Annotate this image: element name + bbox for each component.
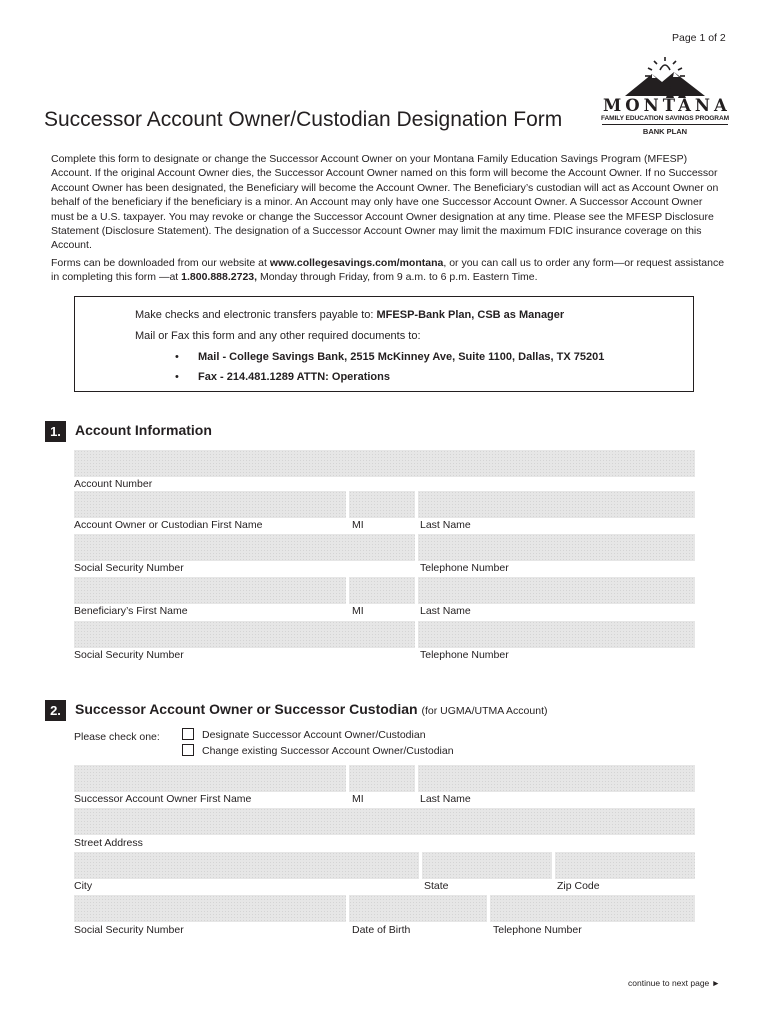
mail-address: Mail - College Savings Bank, 2515 McKinney Ave, Suite 1100, Dallas, TX 75201 bbox=[198, 351, 605, 363]
dob-input[interactable] bbox=[349, 895, 487, 922]
change-checkbox[interactable] bbox=[182, 744, 194, 756]
intro-paragraph: Complete this form to designate or change the Successor Account Owner on your Montana Family Education Savings Program (MFESP) Account. If the original Account Owner dies, the Successor Account Owner named on this form will become the Account Owner. If no Successor Account Owner has been designated, the Beneficiary will become the Account Owner. The Beneficiary’s custodian will act as Account Owner on behalf of the beneficiary if the beneficiary is a minor. An Account may only have one Successor Account Owner. A Successor Account Owner must be a U.S. taxpayer. You may revoke or change the Successor Account Owner designation at any time. Please see the MFESP Disclosure Statement (Disclosure Statement). The designation of a Successor Account Owner may limit the maximum FDIC insurance coverage on this Account. bbox=[51, 153, 719, 252]
logo-subtitle: FAMILY EDUCATION SAVINGS PROGRAM bbox=[600, 115, 730, 122]
phone-number: 1.800.888.2723, bbox=[181, 271, 258, 284]
successor-first-name-label: Successor Account Owner First Name bbox=[74, 793, 252, 805]
account-number-input[interactable] bbox=[74, 450, 695, 477]
city-input[interactable] bbox=[74, 852, 419, 879]
section-2-title-text: Successor Account Owner or Successor Custodian bbox=[75, 701, 418, 717]
continue-next-page: continue to next page ► bbox=[628, 978, 721, 988]
contact-text: Forms can be downloaded from our website at bbox=[51, 256, 270, 269]
designate-option-label: Designate Successor Account Owner/Custodian bbox=[202, 729, 426, 741]
successor-phone-input[interactable] bbox=[490, 895, 695, 922]
state-input[interactable] bbox=[422, 852, 552, 879]
street-address-label: Street Address bbox=[74, 837, 143, 849]
beneficiary-mi-label: MI bbox=[352, 605, 364, 617]
checks-payee: MFESP-Bank Plan, CSB as Manager bbox=[376, 309, 565, 321]
owner-first-name-input[interactable] bbox=[74, 491, 346, 518]
beneficiary-last-name-label: Last Name bbox=[420, 605, 471, 617]
dob-label: Date of Birth bbox=[352, 924, 411, 936]
successor-first-name-input[interactable] bbox=[74, 765, 346, 792]
owner-ssn-input[interactable] bbox=[74, 534, 415, 561]
owner-mi-label: MI bbox=[352, 519, 364, 531]
payment-instructions-box bbox=[74, 296, 694, 392]
check-prompt: Please check one: bbox=[74, 731, 160, 743]
beneficiary-phone-label: Telephone Number bbox=[420, 649, 509, 661]
designate-checkbox[interactable] bbox=[182, 728, 194, 740]
checks-payable-line bbox=[135, 309, 564, 321]
successor-ssn-input[interactable] bbox=[74, 895, 346, 922]
beneficiary-first-name-label: Beneficiary’s First Name bbox=[74, 605, 188, 617]
section-2-number: 2. bbox=[45, 700, 66, 721]
logo-divider bbox=[602, 124, 728, 125]
website-link[interactable]: www.collegesavings.com/montana bbox=[269, 256, 444, 269]
bullet: • bbox=[175, 351, 179, 363]
owner-first-name-label: Account Owner or Custodian First Name bbox=[74, 519, 263, 531]
logo-plan: BANK PLAN bbox=[642, 127, 688, 136]
successor-last-name-label: Last Name bbox=[420, 793, 471, 805]
successor-phone-label: Telephone Number bbox=[493, 924, 582, 936]
account-number-label: Account Number bbox=[74, 478, 153, 490]
zip-input[interactable] bbox=[555, 852, 695, 879]
successor-last-name-input[interactable] bbox=[418, 765, 695, 792]
intro-contact-paragraph bbox=[51, 256, 726, 285]
bullet: • bbox=[175, 371, 179, 383]
owner-phone-input[interactable] bbox=[418, 534, 695, 561]
change-option-label: Change existing Successor Account Owner/Custodian bbox=[202, 745, 454, 757]
mail-fax-line: Mail or Fax this form and any other required documents to: bbox=[135, 330, 421, 342]
beneficiary-phone-input[interactable] bbox=[418, 621, 695, 648]
owner-last-name-input[interactable] bbox=[418, 491, 695, 518]
mountain-sun-icon bbox=[600, 56, 730, 101]
city-label: City bbox=[74, 880, 93, 892]
state-label: State bbox=[424, 880, 449, 892]
montana-logo bbox=[600, 56, 730, 144]
owner-mi-input[interactable] bbox=[349, 491, 415, 518]
intro-text bbox=[51, 152, 726, 285]
owner-phone-label: Telephone Number bbox=[420, 562, 509, 574]
owner-last-name-label: Last Name bbox=[420, 519, 471, 531]
page-number: Page 1 of 2 bbox=[672, 32, 726, 44]
section-1-title: Account Information bbox=[75, 422, 212, 438]
successor-mi-input[interactable] bbox=[349, 765, 415, 792]
owner-ssn-label: Social Security Number bbox=[74, 562, 184, 574]
beneficiary-ssn-input[interactable] bbox=[74, 621, 415, 648]
successor-mi-label: MI bbox=[352, 793, 364, 805]
page-title: Successor Account Owner/Custodian Designation Form bbox=[44, 108, 563, 131]
beneficiary-last-name-input[interactable] bbox=[418, 577, 695, 604]
section-2-title bbox=[75, 701, 548, 717]
section-1-number: 1. bbox=[45, 421, 66, 442]
section-2-title-note: (for UGMA/UTMA Account) bbox=[421, 705, 548, 717]
checks-prefix: Make checks and electronic transfers payable to: bbox=[135, 309, 377, 321]
logo-word: MONTANA bbox=[603, 96, 731, 115]
fax-number: Fax - 214.481.1289 ATTN: Operations bbox=[198, 371, 390, 383]
zip-label: Zip Code bbox=[557, 880, 600, 892]
street-address-input[interactable] bbox=[74, 808, 695, 835]
beneficiary-ssn-label: Social Security Number bbox=[74, 649, 184, 661]
successor-ssn-label: Social Security Number bbox=[74, 924, 184, 936]
contact-hours: Monday through Friday, from 9 a.m. to 6 p.m. Eastern Time. bbox=[257, 271, 538, 284]
beneficiary-first-name-input[interactable] bbox=[74, 577, 346, 604]
beneficiary-mi-input[interactable] bbox=[349, 577, 415, 604]
contact-text-2: , or you can call us to order any form—or request assistance in completing this form —at bbox=[51, 256, 725, 284]
